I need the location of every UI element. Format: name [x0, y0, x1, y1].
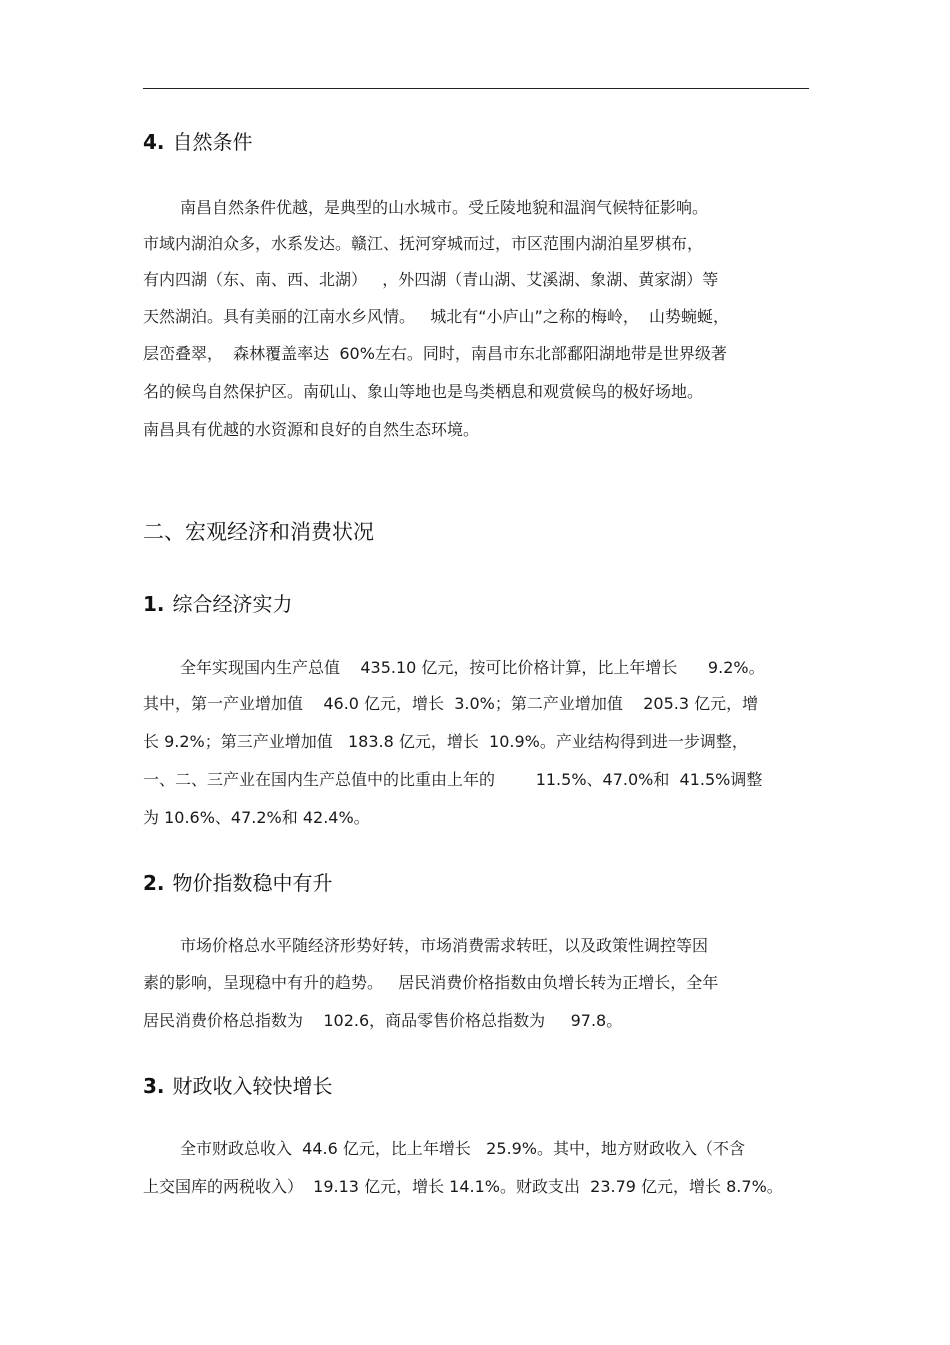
paragraph-line: 市域内湖泊众多，水系发达。赣江、抚河穿城而过，市区范围内湖泊星罗棋布， [143, 234, 704, 253]
section-title: 自然条件 [172, 130, 253, 154]
section-title: 物价指数稳中有升 [172, 871, 333, 895]
section-number: 1. [143, 592, 165, 616]
paragraph-line: 一、二、三产业在国内生产总值中的比重由上年的 11.5%、47.0%和 41.5%调整 [143, 770, 763, 789]
paragraph-line: 南昌自然条件优越，是典型的山水城市。受丘陵地貌和温润气候特征影响。 [180, 198, 709, 217]
paragraph-line: 全市财政总收入 44.6 亿元，比上年增长 25.9%。其中，地方财政收入（不含 [180, 1139, 745, 1158]
paragraph-line: 全年实现国内生产总值 435.10 亿元，按可比价格计算，比上年增长 9.2%。 [180, 658, 765, 677]
section-number: 3. [143, 1074, 165, 1098]
section-number: 4. [143, 130, 165, 154]
paragraph-line: 名的候鸟自然保护区。南矶山、象山等地也是鸟类栖息和观赏候鸟的极好场地。 [143, 382, 704, 401]
paragraph-line: 层峦叠翠， 森林覆盖率达 60%左右。同时，南昌市东北部鄱阳湖地带是世界级著 [143, 344, 727, 363]
paragraph-line: 南昌具有优越的水资源和良好的自然生态环境。 [143, 420, 480, 439]
header-rule [143, 88, 809, 89]
section-heading-natural-conditions [143, 128, 253, 156]
paragraph-line: 居民消费价格总指数为 102.6，商品零售价格总指数为 97.8。 [143, 1011, 623, 1030]
chapter-heading: 二、宏观经济和消费状况 [143, 520, 374, 544]
paragraph-line: 长 9.2%；第三产业增加值 183.8 亿元，增长 10.9%。产业结构得到进一步调整， [143, 732, 748, 751]
section-title: 财政收入较快增长 [172, 1074, 333, 1098]
section-title: 综合经济实力 [172, 592, 293, 616]
paragraph-line: 市场价格总水平随经济形势好转，市场消费需求转旺，以及政策性调控等因 [180, 936, 709, 955]
paragraph-line: 素的影响，呈现稳中有升的趋势。 居民消费价格指数由负增长转为正增长，全年 [143, 973, 719, 992]
section-heading-economic-strength [143, 590, 293, 618]
section-number: 2. [143, 871, 165, 895]
paragraph-line: 有内四湖（东、南、西、北湖） ，外四湖（青山湖、艾溪湖、象湖、黄家湖）等 [143, 270, 719, 289]
paragraph-line: 为 10.6%、47.2%和 42.4%。 [143, 808, 370, 827]
paragraph-line: 上交国库的两税收入） 19.13 亿元，增长 14.1%。财政支出 23.79 亿元，增长 8.7%。 [143, 1177, 783, 1196]
section-heading-fiscal-revenue [143, 1072, 333, 1100]
section-heading-price-index [143, 869, 333, 897]
paragraph-line: 天然湖泊。具有美丽的江南水乡风情。 城北有“小庐山”之称的梅岭， 山势蜿蜒， [143, 307, 730, 326]
paragraph-line: 其中，第一产业增加值 46.0 亿元，增长 3.0%；第二产业增加值 205.3 亿元，增 [143, 694, 759, 713]
